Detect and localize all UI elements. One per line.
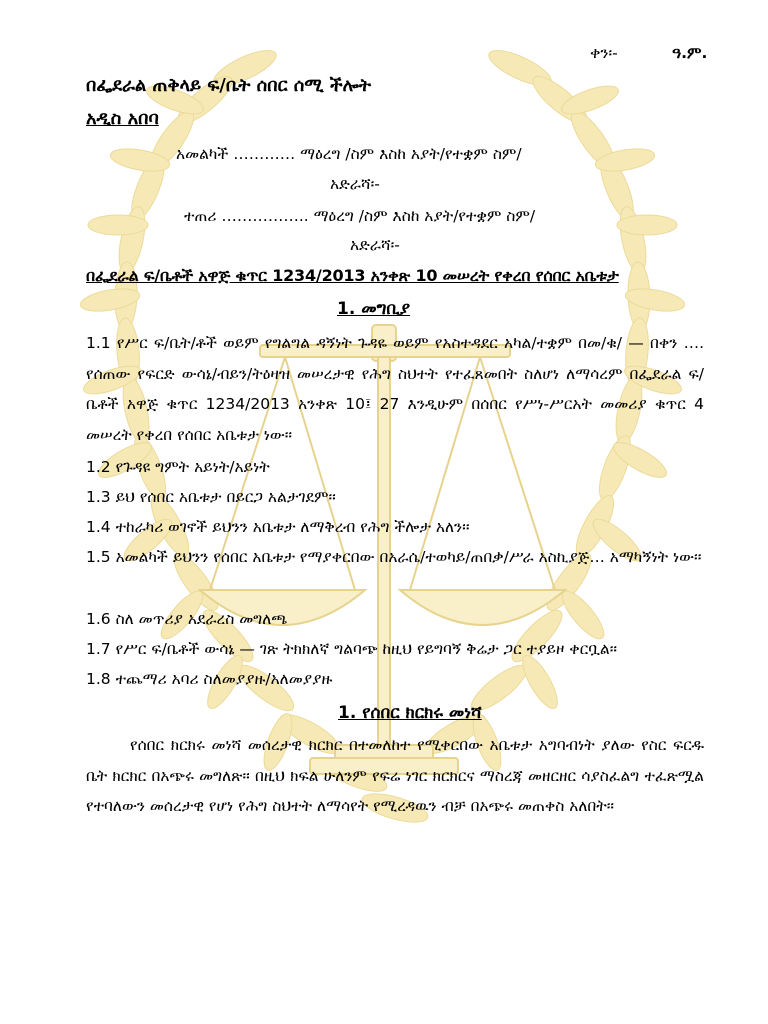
paragraph-1-4: 1.4 ተከራካሪ ወገኖች ይህንን አቤቱታ ለማቅረብ የሕግ ችሎታ አለን፡፡ xyxy=(86,518,470,536)
paragraph-1-2: 1.2 የጉዳዩ ግምት አይነት/አይነት xyxy=(86,458,270,476)
section1-heading: 1. መግቢያ xyxy=(337,299,411,319)
court-title: በፌደራል ጠቅላይ ፍ/ቤት ሰበር ሰሚ ችሎት xyxy=(86,75,372,96)
paragraph-1-7: 1.7 የሥር ፍ/ቤቶች ውሳኔ — ገጽ ትክክለኛ ግልባጭ ከዚህ የይግባኝ ቅሬታ ጋር ተያይዞ ቀርቧል፡፡ xyxy=(86,640,618,658)
petition-title: በፌደራል ፍ/ቤቶች አዋጅ ቁጥር 1234/2013 አንቀጽ 10 መሠረት የቀረበ የሰበር አቤቱታ xyxy=(86,266,619,285)
paragraph-1-1: 1.1 የሥር ፍ/ቤት/ቶች ወይም የግልግል ዳኝነት ጉዳዬ ወይም የአስተዳደር አካል/ተቋም በመ/ቁ/ — በቀን …. የሰጠው የፍርድ ውሳኔ/ብይን/ትዕዛዝ መሠረታዊ የሕግ ስህተት የተፈጸመበት ስለሆነ ለማሳረም በፌደራል ፍ/ቤቶች አዋጅ ቁጥር 1234/2013 አንቀጽ 10፤ 27 እንዲሁም በሰበር የሥነ-ሥርአት መመሪያ ቁጥር 4 መሠረት የቀረበ የሰበር አቤቱታ ነው፡፡ xyxy=(86,334,704,444)
paragraph-1-8: 1.8 ተጨማሪ አባሪ ስለመያያዙ/አለመያያዙ xyxy=(86,670,333,688)
date-label: ቀን፡- xyxy=(590,44,618,62)
paragraph-1-3: 1.3 ይህ የሰበር አቤቱታ በይርጋ አልታገደም፡፡ xyxy=(86,488,336,506)
section2-paragraph: የሰበር ክርክሩ መነሻ መሰረታዊ ክርክር በተመለከተ የሚቀርበው አቤቱታ አግባብነት ያለው የስር ፍርዱ ቤት ክርክር በአጭሩ መግለጽ፡፡ በዚህ ክፍል ሁለንም የፍሬ ነገር ክርክርና ማስረጃ መዘርዘር ሳያስፈልግ ተፈጽሟል የተባለውን መሰረታዊ የሆነ የሕግ ስህተት ለማሳየት የሚረዳዉን ብቻ በአጭሩ መጠቀስ አለበት፡፡ xyxy=(86,736,704,815)
applicant-address: አድራሻ፡- xyxy=(330,175,380,193)
applicant-line: አመልካች ………… ማዕረግ /ስም እስከ አያት/የተቋም ስም/ xyxy=(176,145,522,163)
paragraph-1-5: 1.5 አመልካች ይህንን የሰበር አቤቱታ የማያቀርበው በአራሴ/ተወካይ/ጠበቃ/ሥራ አስኪያጅ… አማካኝነት ነው፡፡ xyxy=(86,548,702,566)
year-label: ዓ.ም. xyxy=(672,44,708,62)
section2-heading: 1. የሰበር ክርክሩ መነሻ xyxy=(338,703,482,723)
respondent-line: ተጠሪ …………….. ማዕረግ /ስም እስከ አያት/የተቋም ስም/ xyxy=(184,207,536,225)
paragraph-1-6: 1.6 ስለ መጥሪያ አደራረስ መግለጫ xyxy=(86,610,288,628)
respondent-address: አድራሻ፡- xyxy=(350,236,400,254)
city: አዲስ አበባ xyxy=(86,108,159,129)
